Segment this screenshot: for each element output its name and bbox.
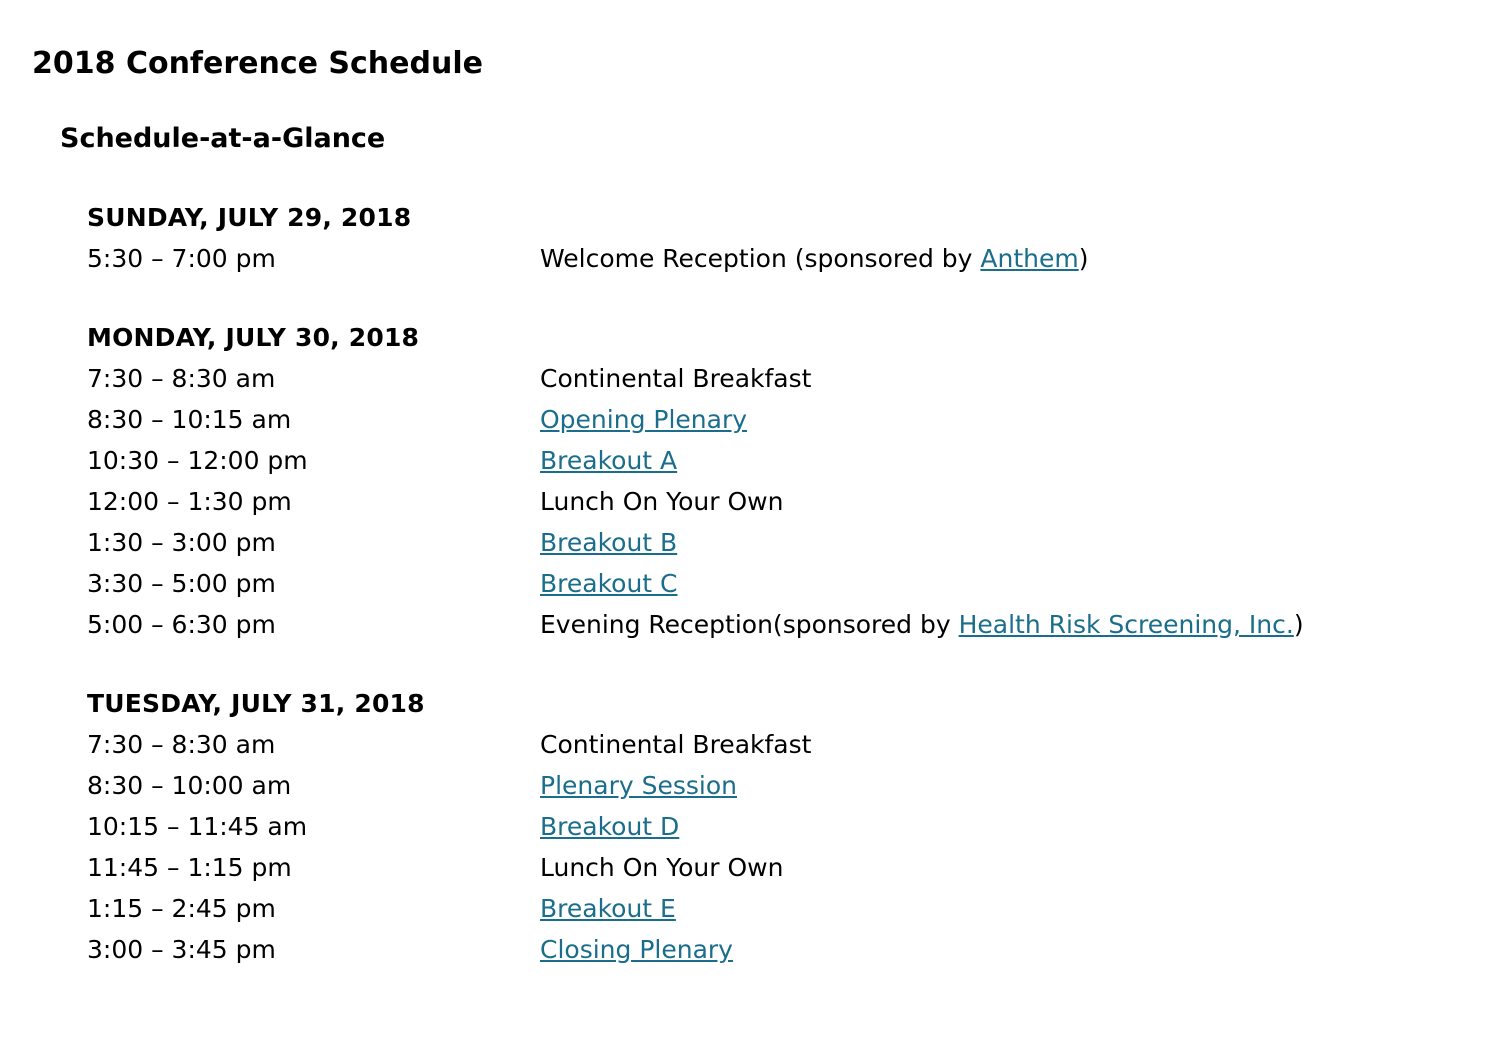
event-description [540, 522, 1467, 563]
event-link[interactable]: Health Risk Screening, Inc. [958, 610, 1294, 639]
event-time: 1:15 – 2:45 pm [87, 894, 276, 923]
event-link[interactable]: Breakout B [540, 528, 678, 557]
event-link[interactable]: Anthem [980, 244, 1079, 273]
schedule [87, 197, 1467, 1008]
event-time: 3:00 – 3:45 pm [87, 935, 276, 964]
event-text: Lunch On Your Own [540, 487, 784, 516]
event-description [540, 929, 1467, 970]
schedule-row [87, 238, 1467, 279]
schedule-row [87, 888, 1467, 929]
event-time: 1:30 – 3:00 pm [87, 528, 276, 557]
event-text-suffix: ) [1293, 610, 1304, 639]
event-time: 8:30 – 10:00 am [87, 771, 292, 800]
event-description [540, 238, 1467, 279]
schedule-row [87, 563, 1467, 604]
event-description [540, 481, 1467, 522]
event-description [540, 399, 1467, 440]
schedule-row [87, 806, 1467, 847]
event-description [540, 847, 1467, 888]
day-section [87, 683, 1467, 970]
event-description [540, 440, 1467, 481]
event-description [540, 765, 1467, 806]
event-link[interactable]: Opening Plenary [540, 405, 748, 434]
event-text-suffix: ) [1078, 244, 1089, 273]
event-description [540, 806, 1467, 847]
event-time: 7:30 – 8:30 am [87, 364, 276, 393]
event-description [540, 604, 1467, 645]
event-time: 8:30 – 10:15 am [87, 405, 292, 434]
event-link[interactable]: Breakout C [540, 569, 678, 598]
schedule-row [87, 358, 1467, 399]
event-description [540, 358, 1467, 399]
event-time: 3:30 – 5:00 pm [87, 569, 276, 598]
schedule-row [87, 604, 1467, 645]
event-text: Welcome Reception (sponsored by [540, 244, 981, 273]
page-title: 2018 Conference Schedule [32, 46, 483, 81]
event-link[interactable]: Breakout D [540, 812, 680, 841]
event-time: 10:15 – 11:45 am [87, 812, 308, 841]
schedule-row [87, 847, 1467, 888]
event-text: Evening Reception(sponsored by [540, 610, 959, 639]
day-heading: MONDAY, JULY 30, 2018 [87, 323, 420, 352]
event-link[interactable]: Plenary Session [540, 771, 737, 800]
schedule-row [87, 724, 1467, 765]
event-time: 7:30 – 8:30 am [87, 730, 276, 759]
event-text: Continental Breakfast [540, 364, 812, 393]
schedule-row [87, 440, 1467, 481]
event-description [540, 563, 1467, 604]
schedule-row [87, 522, 1467, 563]
event-link[interactable]: Breakout A [540, 446, 678, 475]
section-title: Schedule-at-a-Glance [60, 123, 386, 154]
event-description [540, 724, 1467, 765]
event-time: 5:30 – 7:00 pm [87, 244, 276, 273]
schedule-row [87, 765, 1467, 806]
schedule-row [87, 399, 1467, 440]
event-time: 12:00 – 1:30 pm [87, 487, 292, 516]
schedule-row [87, 929, 1467, 970]
event-time: 10:30 – 12:00 pm [87, 446, 308, 475]
day-section [87, 197, 1467, 279]
event-link[interactable]: Breakout E [540, 894, 676, 923]
day-heading: SUNDAY, JULY 29, 2018 [87, 203, 412, 232]
event-link[interactable]: Closing Plenary [540, 935, 733, 964]
event-text: Lunch On Your Own [540, 853, 784, 882]
event-text: Continental Breakfast [540, 730, 812, 759]
schedule-row [87, 481, 1467, 522]
event-time: 5:00 – 6:30 pm [87, 610, 276, 639]
day-section [87, 317, 1467, 645]
event-description [540, 888, 1467, 929]
day-heading: TUESDAY, JULY 31, 2018 [87, 689, 425, 718]
event-time: 11:45 – 1:15 pm [87, 853, 292, 882]
